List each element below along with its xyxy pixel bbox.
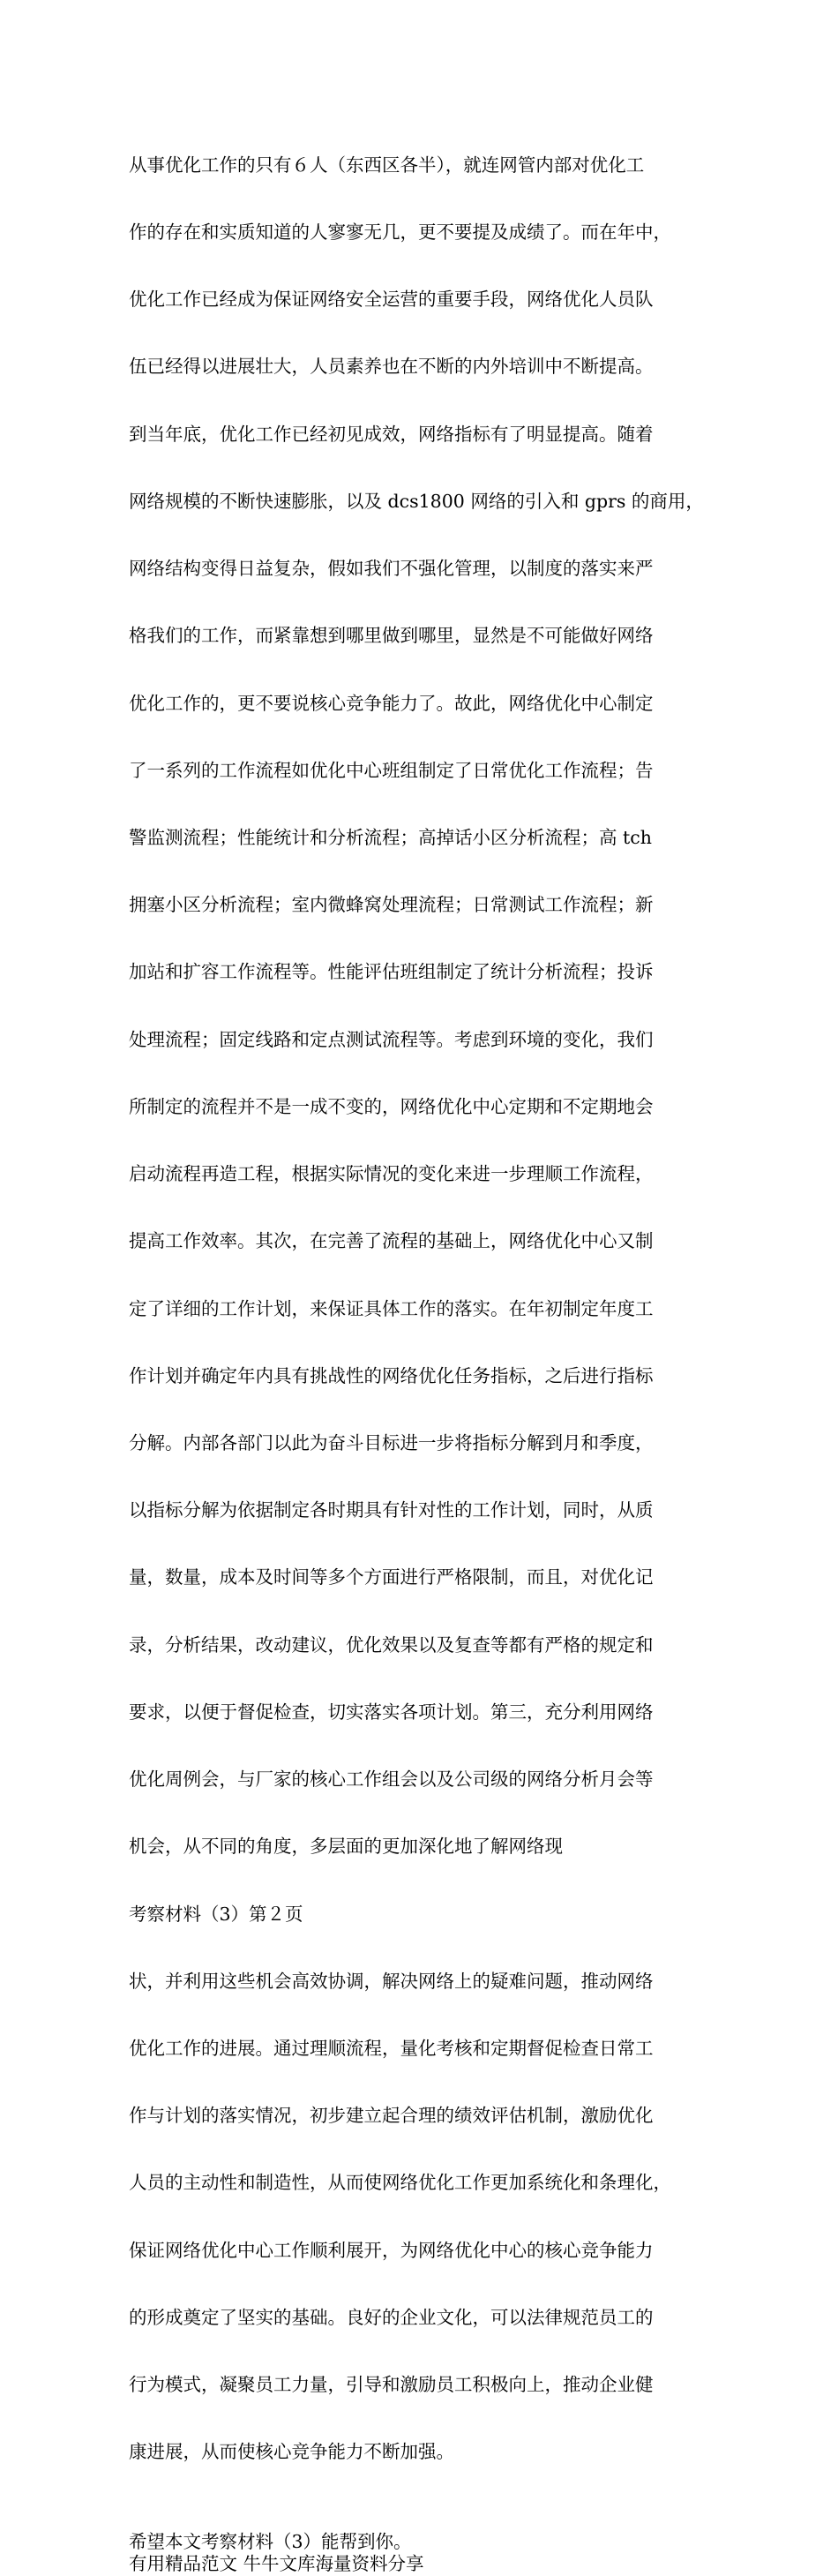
text-line: 量，数量，成本及时间等多个方面进行严格限制，而且，对优化记 — [129, 1566, 654, 1588]
text-line: 加站和扩容工作流程等。性能评估班组制定了统计分析流程；投诉 — [129, 961, 654, 983]
text-line: 到当年底，优化工作已经初见成效，网络指标有了明显提高。随着 — [129, 423, 654, 445]
text-line: 康进展，从而使核心竞争能力不断加强。 — [129, 2441, 454, 2463]
text-line: 拥塞小区分析流程；室内微蜂窝处理流程；日常测试工作流程；新 — [129, 894, 654, 916]
text-line: 从事优化工作的只有６人（东西区各半），就连网管内部对优化工 — [129, 154, 645, 176]
text-line: 保证网络优化中心工作顺利展开，为网络优化中心的核心竞争能力 — [129, 2239, 654, 2261]
text-line: 优化工作已经成为保证网络安全运营的重要手段，网络优化人员队 — [129, 289, 654, 311]
text-line: 机会，从不同的角度，多层面的更加深化地了解网络现 — [129, 1836, 563, 1858]
text-line: 提高工作效率。其次，在完善了流程的基础上，网络优化中心又制 — [129, 1230, 654, 1252]
text-line: 所制定的流程并不是一成不变的，网络优化中心定期和不定期地会 — [129, 1095, 654, 1117]
text-line: 以指标分解为依据制定各时期具有针对性的工作计划，同时，从质 — [129, 1499, 654, 1521]
text-line: 状，并利用这些机会高效协调，解决网络上的疑难问题，推动网络 — [129, 1970, 654, 1992]
text-line: 处理流程；固定线路和定点测试流程等。考虑到环境的变化，我们 — [129, 1028, 654, 1050]
text-line: 的形成奠定了坚实的基础。良好的企业文化，可以法律规范员工的 — [129, 2306, 654, 2328]
document-page — [129, 109, 729, 2576]
text-line: 要求，以便于督促检查，切实落实各项计划。第三，充分利用网络 — [129, 1701, 654, 1723]
text-line: 格我们的工作，而紧靠想到哪里做到哪里，显然是不可能做好网络 — [129, 625, 654, 647]
text-line: 了一系列的工作流程如优化中心班组制定了日常优化工作流程；告 — [129, 759, 654, 781]
text-line: 网络结构变得日益复杂，假如我们不强化管理，以制度的落实来严 — [129, 558, 654, 580]
text-line: 伍已经得以进展壮大，人员素养也在不断的内外培训中不断提高。 — [129, 356, 654, 378]
body-paragraph — [129, 109, 729, 1904]
text-line: 人员的主动性和制造性，从而使网络优化工作更加系统化和条理化， — [129, 2172, 671, 2194]
text-line: 优化工作的进展。通过理顺流程，量化考核和定期督促检查日常工 — [129, 2037, 654, 2059]
text-line: 作的存在和实质知道的人寥寥无几，更不要提及成绩了。而在年中， — [129, 222, 671, 244]
text-line: 作计划并确定年内具有挑战性的网络优化任务指标，之后进行指标 — [129, 1364, 654, 1386]
text-line: 行为模式，凝聚员工力量，引导和激励员工积极向上，推动企业健 — [129, 2374, 654, 2396]
text-line: 作与计划的落实情况，初步建立起合理的绩效评估机制，激励优化 — [129, 2105, 654, 2127]
text-line: 定了详细的工作计划，来保证具体工作的落实。在年初制定年度工 — [129, 1297, 654, 1319]
closing-line: 希望本文考察材料（3）能帮到你。 — [129, 2530, 412, 2552]
text-line: 网络规模的不断快速膨胀，以及 dcs1800 网络的引入和 gprs 的商用， — [129, 490, 704, 512]
page-label: 考察材料（3）第２页 — [129, 1903, 303, 1925]
text-line: 分解。内部各部门以此为奋斗目标进一步将指标分解到月和季度， — [129, 1431, 654, 1453]
footer-line: 有用精品范文 牛牛文库海量资料分享 — [129, 2553, 424, 2575]
text-line: 启动流程再造工程，根据实际情况的变化来进一步理顺工作流程， — [129, 1163, 654, 1185]
continuation-paragraph — [129, 1926, 729, 2509]
text-line: 优化工作的，更不要说核心竞争能力了。故此，网络优化中心制定 — [129, 692, 654, 714]
text-line: 警监测流程；性能统计和分析流程；高掉话小区分析流程；高 tch — [129, 827, 652, 848]
text-line: 优化周例会，与厂家的核心工作组会以及公司级的网络分析月会等 — [129, 1769, 654, 1791]
blank-line — [129, 2508, 729, 2530]
text-line: 录，分析结果，改动建议，优化效果以及复查等都有严格的规定和 — [129, 1633, 654, 1656]
